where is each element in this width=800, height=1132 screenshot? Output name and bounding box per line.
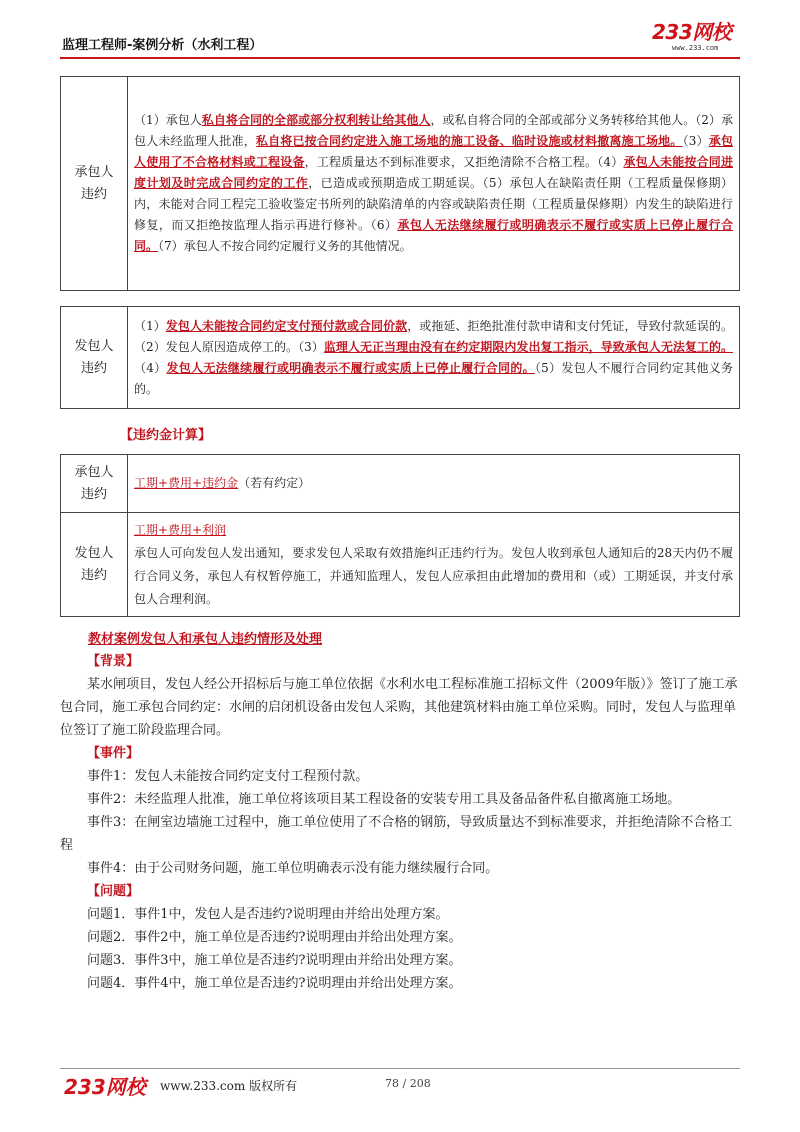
contractor-breach-label: 承包人 违约: [61, 77, 128, 291]
event-item: 事件1：发包人未能按合同约定支付工程预付款。: [87, 769, 369, 784]
event-item: 事件2：未经监理人批准，施工单位将该项目某工程设备的安装专用工具及备品备件私自撤离施工场地。: [87, 792, 681, 807]
footer-copyright: www.233.com 版权所有: [160, 1079, 298, 1093]
contractor-breach-text: （1）承包人私自将合同的全部或部分权利转让给其他人，或私自将合同的全部或部分义务转移给其他人。（2）承包人未经监理人批准，私自将已按合同约定进入施工场地的施工设备、临时设施或材料撤离施工场地。（3）承包人使用了不合格材料或工程设备，工程质量达不到标准要求，又拒绝清除不合格工程。（4）承包人未能按合同进度计划及时完成合同约定的工作，已造成或预期造成工期延误。（5）承包人在缺陷责任期（工程质量保修期）内，未能对合同工程完工验收鉴定书所列的缺陷清单的内容或缺陷责任期（工程质量保修期）内发生的缺陷进行修复，而又拒绝按监理人指示再进行修补。（6）承包人无法继续履行或明确表示不履行或实质上已停止履行合同。（7）承包人不按合同约定履行义务的其他情况。: [128, 77, 740, 291]
background-text: 某水闸项目，发包人经公开招标后与施工单位依据《水利水电工程标准施工招标文件（2009年版）》签订了施工承包合同，施工承包合同约定：水闸的启闭机设备由发包人采购，其他建筑材料由施工单位采购。同时，发包人与监理单位签订了施工阶段监理合同。: [60, 677, 738, 738]
case-title: 教材案例发包人和承包人违约情形及处理: [88, 632, 323, 647]
employer-breach-table: [60, 306, 740, 409]
employer-breach-label: 发包人 违约: [61, 307, 128, 409]
penalty-employer-text: 工期+费用+利润 承包人可向发包人发出通知，要求发包人采取有效措施纠正违约行为。发包人收到承包人通知后的28天内仍不履行合同义务，承包人有权暂停施工，并通知监理人，发包人应承担由此增加的费用和（或）工期延误，并支付承包人合理利润。: [128, 513, 740, 617]
case-body: [60, 650, 740, 995]
questions-heading: 【问题】: [87, 884, 140, 899]
document-title: 监理工程师-案例分析（水利工程）: [62, 38, 263, 53]
footer-logo: 233网校: [64, 1075, 146, 1099]
event-item: 事件3：在闸室边墙施工过程中，施工单位使用了不合格的钢筋，导致质量达不到标准要求，并拒绝清除不合格工程: [60, 815, 733, 853]
contractor-breach-table: [60, 76, 740, 291]
penalty-contractor-label: 承包人 违约: [61, 455, 128, 513]
logo-text: 233网校: [652, 20, 732, 44]
logo-url: www.233.com: [672, 44, 719, 52]
penalty-table: [60, 454, 740, 617]
footer-divider: [60, 1068, 740, 1069]
employer-breach-text: （1）发包人未能按合同约定支付预付款或合同价款，或拖延、拒绝批准付款申请和支付凭证，导致付款延误的。（2）发包人原因造成停工的。（3）监理人无正当理由没有在约定期限内发出复工指示，导致承包人无法复工的。（4）发包人无法继续履行或明确表示不履行或实质上已停止履行合同的。（5）发包人不履行合同约定其他义务的。: [128, 307, 740, 409]
events-heading: 【事件】: [87, 746, 140, 761]
penalty-heading: 【违约金计算】: [120, 428, 212, 443]
penalty-employer-label: 发包人 违约: [61, 513, 128, 617]
question-item: 问题3．事件3中，施工单位是否违约?说明理由并给出处理方案。: [87, 953, 462, 968]
background-heading: 【背景】: [87, 654, 140, 669]
question-item: 问题4．事件4中，施工单位是否违约?说明理由并给出处理方案。: [87, 976, 462, 991]
header-divider: [60, 57, 740, 59]
penalty-contractor-text: 工期+费用+违约金（若有约定）: [128, 455, 740, 513]
question-item: 问题2．事件2中，施工单位是否违约?说明理由并给出处理方案。: [87, 930, 462, 945]
page-number: 78 / 208: [385, 1077, 431, 1090]
question-item: 问题1．事件1中，发包人是否违约?说明理由并给出处理方案。: [87, 907, 449, 922]
event-item: 事件4：由于公司财务问题，施工单位明确表示没有能力继续履行合同。: [87, 861, 499, 876]
logo: [652, 22, 742, 50]
